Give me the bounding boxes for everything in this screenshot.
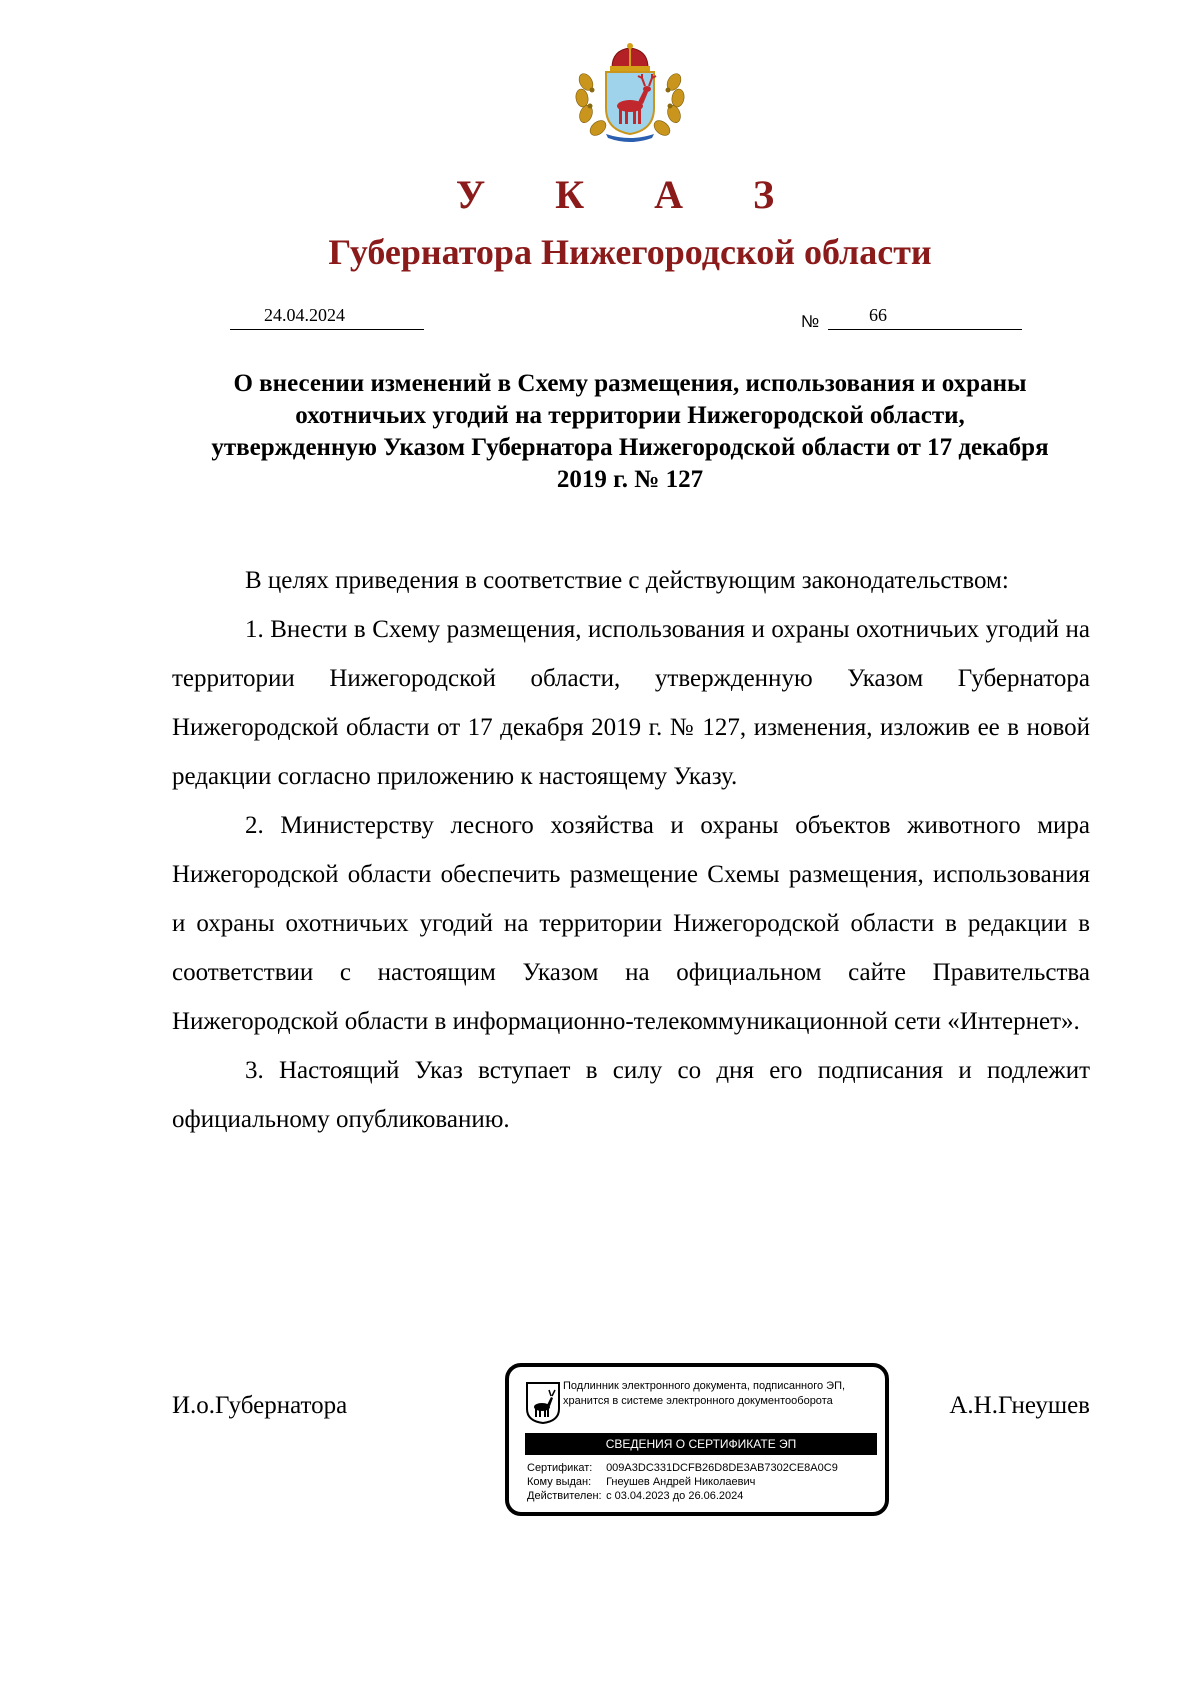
clause-3-paragraph: 3. Настоящий Указ вступает в силу со дня его подписания и подлежит официальному опубликованию. xyxy=(172,1057,1090,1133)
coat-of-arms-emblem xyxy=(572,42,688,142)
number-sign: № xyxy=(801,312,820,331)
number-underline xyxy=(828,329,1022,330)
validity-value: с 03.04.2023 до 26.06.2024 xyxy=(606,1490,744,1502)
electronic-signature-stamp xyxy=(505,1363,889,1516)
date-underline xyxy=(230,329,424,330)
deer-emblem-icon xyxy=(525,1381,561,1425)
certificate-details xyxy=(527,1461,838,1503)
stamp-note-line: Подлинник электронного документа, подписанного ЭП, xyxy=(563,1380,846,1392)
issued-to-value: Гнеушев Андрей Николаевич xyxy=(606,1476,756,1488)
issuer-subtitle: Губернатора Нижегородской области xyxy=(328,232,932,272)
certificate-row xyxy=(527,1461,838,1475)
signatory-name: А.Н.Гнеушев xyxy=(949,1392,1090,1419)
preamble-paragraph: В целях приведения в соответствие с действующим законодательством: xyxy=(245,567,1009,594)
issued-to-label: Кому выдан: xyxy=(527,1476,592,1488)
document-heading: О внесении изменений в Схему размещения, использования и охраны охотничьих угодий на территории Нижегородской области, утвержденную Указом Губернатора Нижегородской области от 17 декабря 2019 г. № 127 xyxy=(211,370,1049,493)
issued-to-row xyxy=(527,1475,838,1489)
signatory-role: И.о.Губернатора xyxy=(172,1392,348,1419)
document-date: 24.04.2024 xyxy=(264,305,345,325)
document-number: 66 xyxy=(869,305,887,325)
clause-1-paragraph: 1. Внести в Схему размещения, использования и охраны охотничьих угодий на территории Нижегородской области, утвержденную Указом Губернатора Нижегородской области от 17 декабря 2019 г. № 127, изменения, изложив ее в новой редакции согласно приложению к настоящему Указу. xyxy=(172,616,1090,790)
clause-2-paragraph: 2. Министерству лесного хозяйства и охраны объектов животного мира Нижегородской области обеспечить размещение Схемы размещения, использования и охраны охотничьих угодий на территории Нижегородской области в редакции в соответствии с настоящим Указом на официальном сайте Правительства Нижегородской области в информационно-телекоммуникационной сети «Интернет». xyxy=(172,812,1090,1035)
certificate-info-bar: СВЕДЕНИЯ О СЕРТИФИКАТЕ ЭП xyxy=(525,1433,877,1455)
validity-label: Действителен: xyxy=(527,1490,602,1502)
document-type-title: У К А З xyxy=(455,172,805,217)
validity-row xyxy=(527,1489,838,1503)
document-body xyxy=(172,556,1090,1144)
stamp-note-line: хранится в системе электронного документооборота xyxy=(563,1395,833,1407)
certificate-label: Сертификат: xyxy=(527,1462,593,1474)
certificate-value: 009A3DC331DCFB26D8DE3AB7302CE8A0C9 xyxy=(606,1462,838,1474)
stamp-note xyxy=(563,1379,883,1409)
